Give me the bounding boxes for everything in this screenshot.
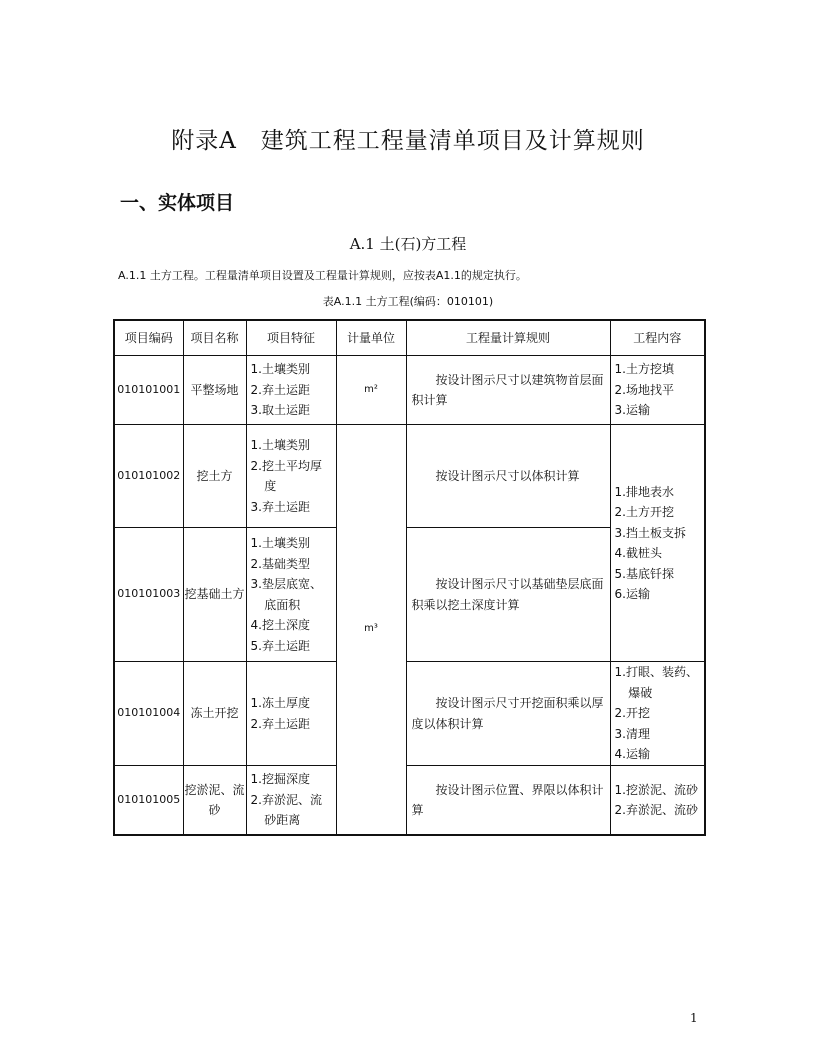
header-content: 工程内容 (610, 320, 705, 356)
subsection-title: A.1 土(石)方工程 (349, 235, 467, 253)
item-features (246, 356, 336, 425)
table-header-row (114, 320, 705, 356)
content-line: 3.挡土板支拆 (614, 525, 686, 540)
content-line: 1.排地表水 (614, 484, 674, 499)
item-code: 010101004 (114, 662, 183, 766)
feature-line: 1.冻土厚度 (250, 696, 310, 710)
content-line: 2.弃淤泥、流砂 (614, 803, 698, 817)
content-line: 1.土方挖填 (614, 362, 674, 377)
unit-square-meter: m² (336, 356, 406, 425)
work-content (610, 356, 705, 425)
item-name: 平整场地 (183, 356, 246, 425)
item-code: 010101003 (114, 528, 183, 662)
calculation-rule: 按设计图示尺寸以基础垫层底面积乘以挖土深度计算 (406, 528, 610, 662)
table-row (114, 766, 705, 836)
feature-line: 2.挖土平均厚度 (250, 458, 322, 493)
item-features (246, 766, 336, 836)
work-content (610, 766, 705, 836)
work-content-shared (610, 425, 705, 662)
item-name: 冻土开挖 (183, 662, 246, 766)
feature-line: 2.弃土运距 (250, 382, 310, 397)
item-name: 挖淤泥、流砂 (183, 766, 246, 836)
table-row (114, 356, 705, 425)
intro-paragraph: A.1.1 土方工程。工程量清单项目设置及工程量计算规则，应按表A1.1的规定执行。 (118, 269, 527, 282)
feature-line: 2.弃淤泥、流砂距离 (250, 792, 322, 828)
item-code: 010101002 (114, 425, 183, 528)
page-title: 附录A 建筑工程工程量清单项目及计算规则 (171, 128, 645, 154)
header-features: 项目特征 (246, 320, 336, 356)
content-line: 3.运输 (614, 403, 650, 418)
section-heading: 一、实体项目 (120, 192, 235, 214)
header-name: 项目名称 (183, 320, 246, 356)
calculation-rule: 按设计图示尺寸以建筑物首层面积计算 (406, 356, 610, 425)
header-code: 项目编码 (114, 320, 183, 356)
page-number: 1 (690, 1011, 698, 1025)
content-line: 6.运输 (614, 587, 650, 601)
calculation-rule: 按设计图示尺寸开挖面积乘以厚度以体积计算 (406, 662, 610, 766)
content-line: 3.清理 (614, 726, 650, 741)
feature-line: 2.弃土运距 (250, 716, 310, 731)
item-features (246, 425, 336, 528)
table-caption: 表A.1.1 土方工程(编码：010101) (322, 295, 494, 308)
content-line: 2.开挖 (614, 706, 650, 721)
feature-line: 5.弃土运距 (250, 638, 310, 653)
feature-line: 2.基础类型 (250, 556, 310, 571)
item-features (246, 662, 336, 766)
item-code: 010101001 (114, 356, 183, 425)
feature-line: 1.土壤类别 (250, 536, 310, 550)
item-code: 010101005 (114, 766, 183, 836)
content-line: 1.打眼、装药、爆破 (614, 665, 698, 700)
content-line: 5.基底钎探 (614, 566, 674, 581)
content-line: 4.运输 (614, 747, 650, 762)
feature-line: 3.取土运距 (250, 403, 310, 418)
feature-line: 1.挖掘深度 (250, 772, 310, 787)
table-row (114, 425, 705, 528)
header-unit: 计量单位 (336, 320, 406, 356)
item-name: 挖土方 (183, 425, 246, 528)
table-row (114, 662, 705, 766)
content-line: 2.土方开挖 (614, 505, 674, 519)
calculation-rule: 按设计图示位置、界限以体积计算 (406, 766, 610, 836)
feature-line: 1.土壤类别 (250, 362, 310, 377)
feature-line: 1.土壤类别 (250, 438, 310, 452)
calculation-rule: 按设计图示尺寸以体积计算 (406, 425, 610, 528)
unit-cubic-meter: m³ (336, 425, 406, 836)
item-name: 挖基础土方 (183, 528, 246, 662)
bill-of-quantities-table (113, 319, 706, 836)
feature-line: 3.垫层底宽、底面积 (250, 577, 322, 612)
feature-line: 4.挖土深度 (250, 618, 310, 632)
item-features (246, 528, 336, 662)
content-line: 4.截桩头 (614, 546, 662, 560)
header-rule: 工程量计算规则 (406, 320, 610, 356)
content-line: 1.挖淤泥、流砂 (614, 782, 698, 797)
content-line: 2.场地找平 (614, 382, 674, 397)
feature-line: 3.弃土运距 (250, 499, 310, 514)
work-content (610, 662, 705, 766)
